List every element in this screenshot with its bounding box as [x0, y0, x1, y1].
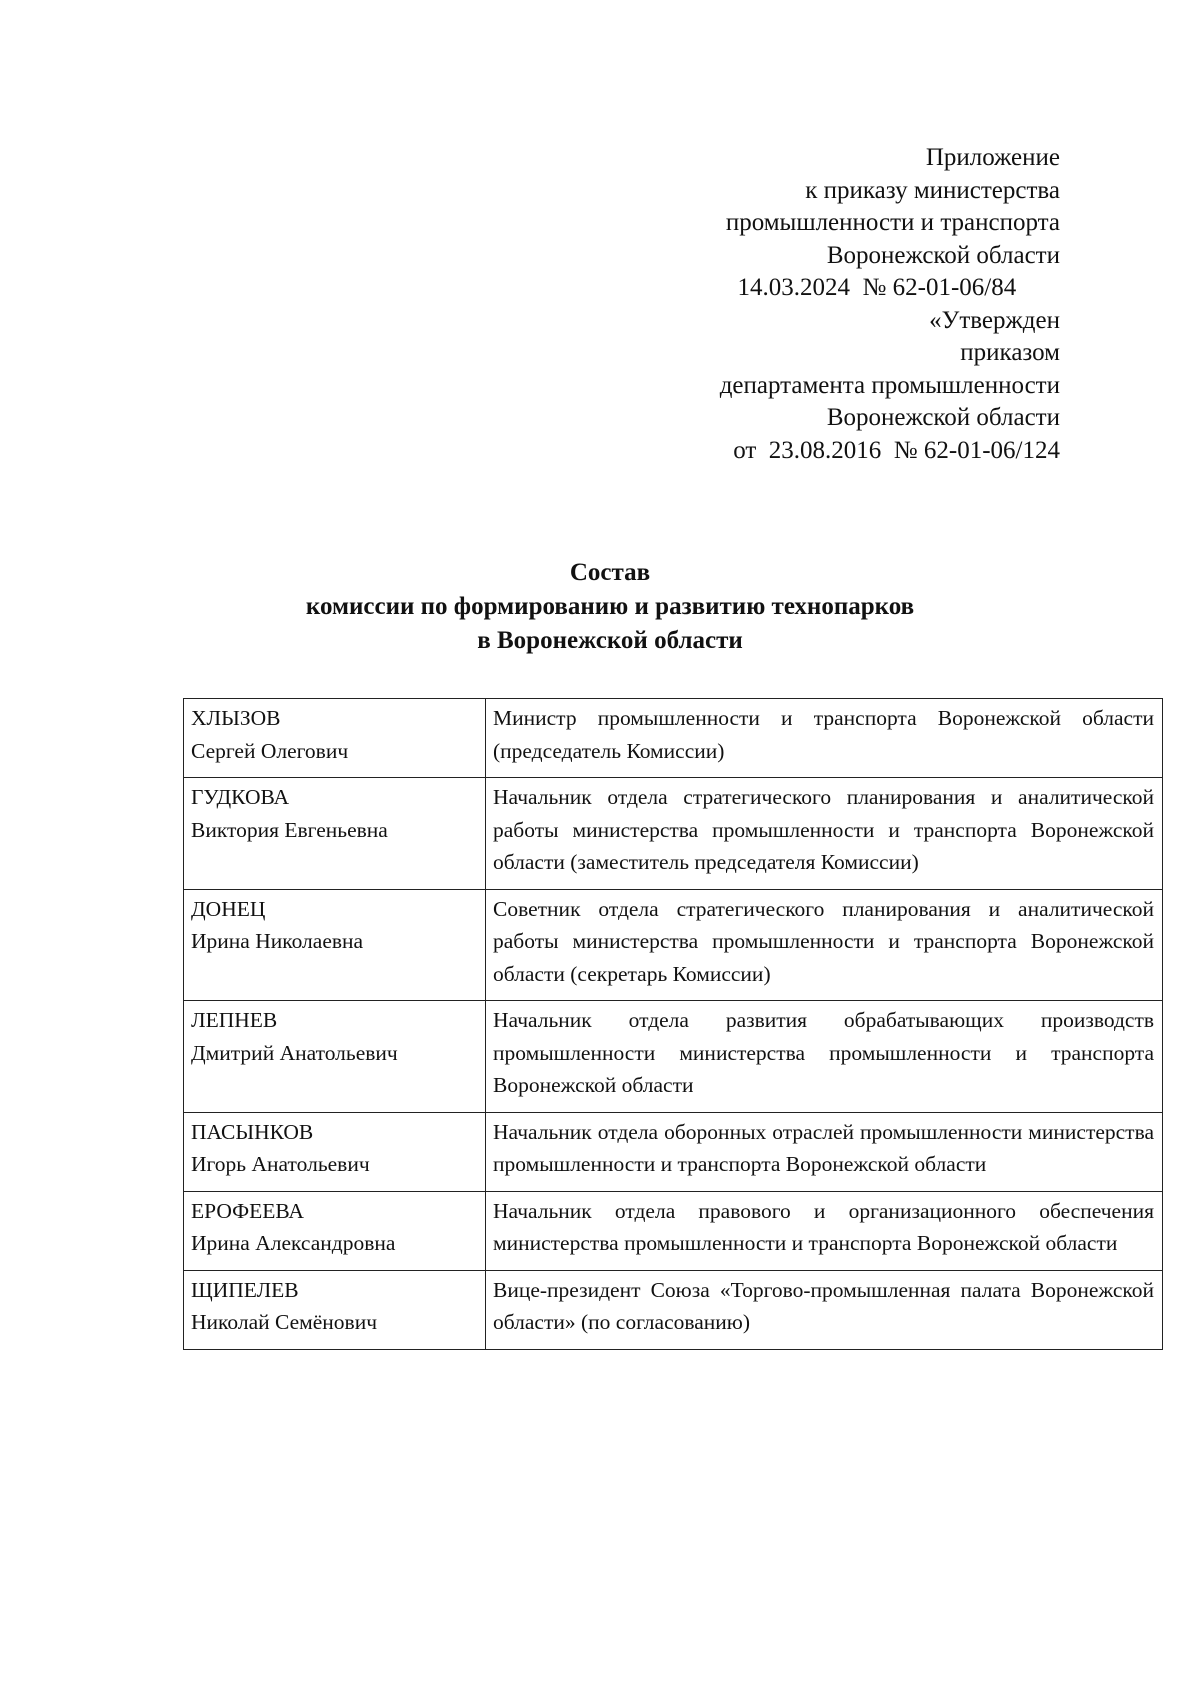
order-date-number: 14.03.2024 № 62-01-06/84	[737, 274, 1060, 301]
member-role: Советник отдела стратегического планирования и аналитической работы министерства промышленности и транспорта Воронежской области (секретарь Комиссии)	[486, 889, 1163, 1001]
table-row	[184, 1112, 1163, 1191]
original-order-date-number: от 23.08.2016 № 62-01-06/124	[733, 436, 1060, 464]
member-surname: ДОНЕЦ	[191, 896, 266, 921]
table-row	[184, 699, 1163, 778]
header-line: департамента промышленности	[719, 371, 1060, 399]
member-given-names: Ирина Николаевна	[191, 929, 364, 953]
member-role: Начальник отдела оборонных отраслей промышленности министерства промышленности и транспорта Воронежской области	[486, 1112, 1163, 1191]
header-line: к приказу министерства	[805, 176, 1060, 204]
title-line: Состав	[569, 559, 651, 586]
member-surname: ХЛЫЗОВ	[191, 706, 281, 730]
title-line: комиссии по формированию и развитию технопарков	[305, 593, 915, 620]
title-line: в Воронежской области	[477, 627, 743, 654]
member-given-names: Дмитрий Анатольевич	[191, 1040, 398, 1065]
member-name-cell	[184, 778, 486, 890]
table-row	[184, 778, 1163, 890]
table-row	[184, 1191, 1163, 1270]
commission-members-table	[183, 698, 1163, 1350]
member-given-names: Ирина Александровна	[191, 1231, 396, 1255]
member-surname: ЕРОФЕЕВА	[191, 1198, 304, 1223]
member-given-names: Николай Семёнович	[191, 1310, 378, 1334]
table-row	[184, 1001, 1163, 1113]
header-line: Приложение	[925, 144, 1060, 171]
member-role: Начальник отдела правового и организационного обеспечения министерства промышленности и транспорта Воронежской области	[486, 1191, 1163, 1270]
header-line: «Утвержден	[929, 306, 1060, 334]
table-row	[184, 1270, 1163, 1349]
member-name-cell	[184, 889, 486, 1001]
header-line: Воронежской области	[826, 241, 1060, 269]
member-role: Начальник отдела стратегического планирования и аналитической работы министерства промышленности и транспорта Воронежской области (заместитель председателя Комиссии)	[486, 778, 1163, 890]
member-name-cell	[184, 1270, 486, 1349]
member-given-names: Сергей Олегович	[191, 738, 349, 763]
member-name-cell	[184, 1001, 486, 1113]
member-given-names: Виктория Евгеньевна	[191, 817, 388, 842]
header-line: промышленности и транспорта	[725, 209, 1060, 236]
member-role: Министр промышленности и транспорта Воронежской области (председатель Комиссии)	[486, 699, 1163, 778]
member-name-cell	[184, 699, 486, 778]
member-given-names: Игорь Анатольевич	[191, 1152, 370, 1176]
header-line: Воронежской области	[826, 404, 1060, 431]
member-surname: ЩИПЕЛЕВ	[191, 1277, 299, 1302]
header-line: приказом	[960, 339, 1060, 366]
member-name-cell	[184, 1112, 486, 1191]
member-name-cell	[184, 1191, 486, 1270]
member-surname: ГУДКОВА	[191, 785, 289, 809]
member-role: Вице-президент Союза «Торгово-промышленная палата Воронежской области» (по согласованию)	[486, 1270, 1163, 1349]
table-row	[184, 889, 1163, 1001]
member-surname: ЛЕПНЕВ	[191, 1008, 278, 1032]
approval-header	[540, 142, 1060, 467]
member-surname: ПАСЫНКОВ	[191, 1119, 314, 1144]
document-title	[170, 556, 1050, 658]
member-role: Начальник отдела развития обрабатывающих производств промышленности министерства промышленности и транспорта Воронежской области	[486, 1001, 1163, 1113]
